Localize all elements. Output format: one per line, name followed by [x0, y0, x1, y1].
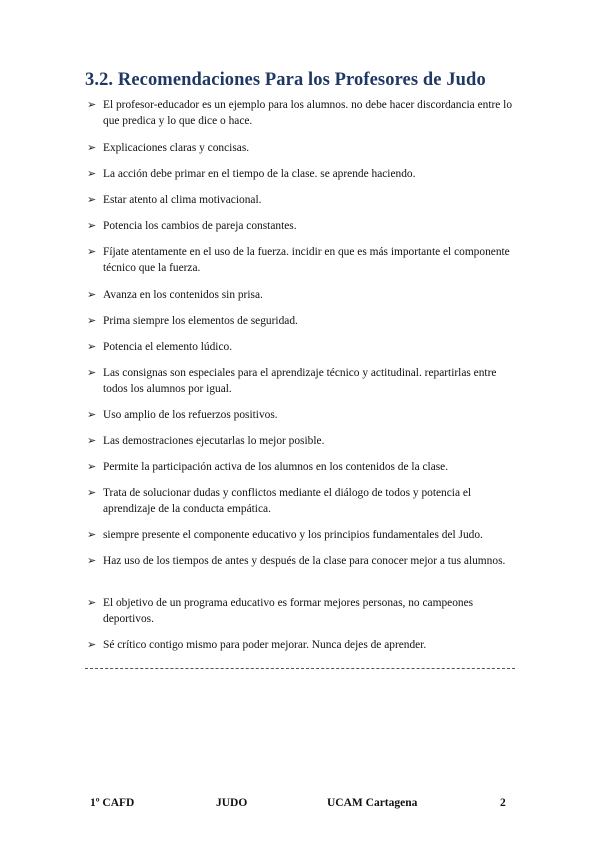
arrowhead-bullet-icon: ➢ [87, 193, 97, 206]
list-item-text: Uso amplio de los refuerzos positivos. [103, 409, 278, 421]
list-item [85, 244, 517, 276]
footer-subject: JUDO [216, 797, 248, 809]
arrowhead-bullet-icon: ➢ [87, 528, 97, 541]
arrowhead-bullet-icon: ➢ [87, 245, 97, 258]
section-title: 3.2. Recomendaciones Para los Profesores de Judo [85, 70, 486, 90]
dashed-divider [85, 668, 515, 669]
list-item [85, 339, 517, 355]
list-item-text: Potencia los cambios de pareja constantes. [103, 220, 297, 232]
arrowhead-bullet-icon: ➢ [87, 314, 97, 327]
list-item [85, 433, 517, 449]
list-item [85, 218, 517, 234]
list-item-text: Las consignas son especiales para el aprendizaje técnico y actitudinal. repartirlas entre todos los alumnos por igual. [103, 367, 497, 395]
list-item-text: Estar atento al clima motivacional. [103, 194, 262, 206]
list-item-text: Fíjate atentamente en el uso de la fuerza. incidir en que es más importante el componente técnico que la fuerza. [103, 246, 510, 274]
list-item [85, 485, 517, 517]
list-item [85, 287, 517, 303]
arrowhead-bullet-icon: ➢ [87, 554, 97, 567]
arrowhead-bullet-icon: ➢ [87, 288, 97, 301]
list-item-text: Permite la participación activa de los alumnos en los contenidos de la clase. [103, 461, 449, 473]
arrowhead-bullet-icon: ➢ [87, 340, 97, 353]
list-item [85, 313, 517, 329]
list-item-text: Potencia el elemento lúdico. [103, 341, 233, 353]
list-item [85, 459, 517, 475]
arrowhead-bullet-icon: ➢ [87, 219, 97, 232]
list-item [85, 637, 517, 653]
list-item-text: Sé crítico contigo mismo para poder mejorar. Nunca dejes de aprender. [103, 639, 427, 651]
arrowhead-bullet-icon: ➢ [87, 366, 97, 379]
list-item [85, 407, 517, 423]
list-item [85, 166, 517, 182]
arrowhead-bullet-icon: ➢ [87, 141, 97, 154]
footer-course: 1º CAFD [90, 797, 135, 809]
list-item-text: siempre presente el componente educativo y los principios fundamentales del Judo. [103, 529, 483, 541]
arrowhead-bullet-icon: ➢ [87, 638, 97, 651]
list-item-text: El profesor-educador es un ejemplo para los alumnos. no debe hacer discordancia entre lo que predica y lo que dice o hace. [103, 99, 513, 127]
arrowhead-bullet-icon: ➢ [87, 460, 97, 473]
list-item [85, 595, 517, 627]
list-item-text: El objetivo de un programa educativo es formar mejores personas, no campeones deportivos. [103, 597, 474, 625]
list-item [85, 192, 517, 208]
list-item-text: Las demostraciones ejecutarlas lo mejor posible. [103, 435, 325, 447]
list-item-text: Haz uso de los tiempos de antes y después de la clase para conocer mejor a tus alumnos. [103, 555, 506, 567]
list-item [85, 553, 517, 569]
arrowhead-bullet-icon: ➢ [87, 596, 97, 609]
arrowhead-bullet-icon: ➢ [87, 98, 97, 111]
list-item [85, 365, 517, 397]
arrowhead-bullet-icon: ➢ [87, 167, 97, 180]
list-item [85, 97, 517, 129]
list-item-text: Explicaciones claras y concisas. [103, 142, 250, 154]
footer-page-number: 2 [500, 797, 506, 809]
arrowhead-bullet-icon: ➢ [87, 486, 97, 499]
arrowhead-bullet-icon: ➢ [87, 434, 97, 447]
list-item-text: Prima siempre los elementos de seguridad. [103, 315, 298, 327]
list-item-text: Avanza en los contenidos sin prisa. [103, 289, 263, 301]
footer-institution: UCAM Cartagena [327, 797, 418, 809]
arrowhead-bullet-icon: ➢ [87, 408, 97, 421]
list-item-text: La acción debe primar en el tiempo de la clase. se aprende haciendo. [103, 168, 416, 180]
list-item [85, 140, 517, 156]
list-item-text: Trata de solucionar dudas y conflictos mediante el diálogo de todos y potencia el aprendizaje de la conducta empática. [103, 487, 472, 515]
list-item [85, 527, 517, 543]
